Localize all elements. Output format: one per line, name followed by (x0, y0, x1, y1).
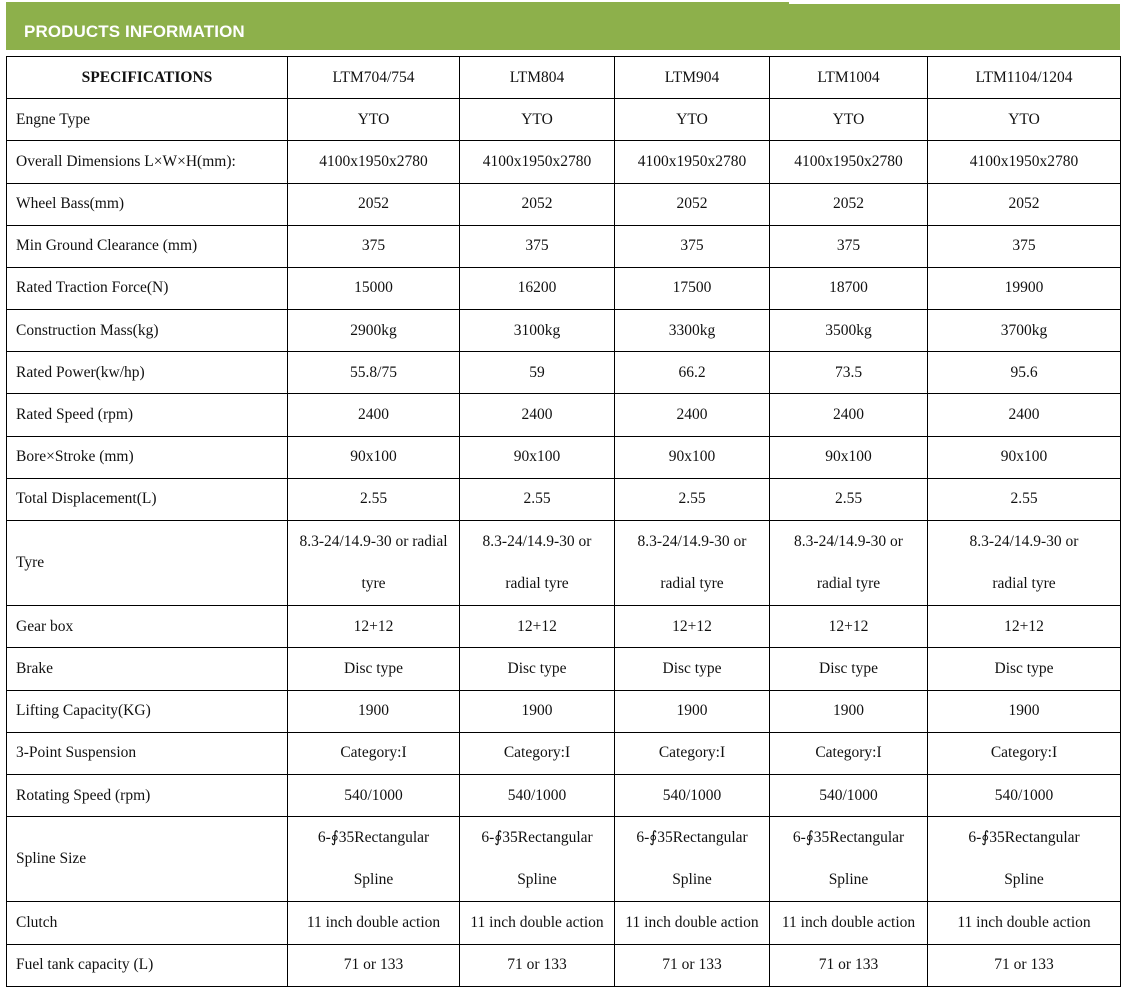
table-row (7, 520, 1121, 605)
cell-line: Spline (1004, 871, 1044, 889)
row-label: Total Displacement(L) (7, 478, 288, 520)
row-label: Gear box (7, 606, 288, 648)
table-cell: 1900 (928, 690, 1121, 732)
cell-line: 8.3-24/14.9-30 or (637, 533, 747, 551)
cell-line: 6-∮35Rectangular (968, 829, 1080, 847)
table-row (7, 99, 1121, 141)
table-row (7, 394, 1121, 436)
table-cell: 18700 (770, 267, 928, 309)
table-cell: 2400 (770, 394, 928, 436)
table-cell: YTO (288, 99, 460, 141)
table-cell: YTO (770, 99, 928, 141)
table-cell: 2400 (928, 394, 1121, 436)
table-row (7, 817, 1121, 902)
table-cell: 3700kg (928, 310, 1121, 352)
table-cell (460, 817, 615, 902)
table-cell: 2900kg (288, 310, 460, 352)
table-row (7, 690, 1121, 732)
table-cell: 2400 (288, 394, 460, 436)
table-cell: 71 or 133 (615, 944, 770, 986)
header-model: LTM1004 (770, 57, 928, 99)
table-cell (770, 817, 928, 902)
table-row (7, 352, 1121, 394)
table-cell: 375 (615, 225, 770, 267)
table-row (7, 183, 1121, 225)
cell-line: radial tyre (816, 575, 881, 593)
table-header-row (7, 57, 1121, 99)
table-cell: 540/1000 (460, 774, 615, 816)
table-cell: 55.8/75 (288, 352, 460, 394)
table-row (7, 225, 1121, 267)
table-cell: 66.2 (615, 352, 770, 394)
table-cell: 90x100 (615, 436, 770, 478)
table-cell: 2400 (460, 394, 615, 436)
cell-line: tyre (361, 575, 386, 593)
cell-line: 6-∮35Rectangular (792, 829, 905, 847)
table-cell: 1900 (770, 690, 928, 732)
table-cell: 1900 (288, 690, 460, 732)
table-cell (928, 520, 1121, 605)
row-label: Spline Size (7, 817, 288, 902)
row-label: Lifting Capacity(KG) (7, 690, 288, 732)
cell-line: Spline (672, 871, 712, 889)
table-cell (460, 520, 615, 605)
table-row (7, 141, 1121, 183)
table-cell: Disc type (770, 648, 928, 690)
table-cell: 71 or 133 (928, 944, 1121, 986)
table-cell: 540/1000 (770, 774, 928, 816)
cell-line: 8.3-24/14.9-30 or (482, 533, 592, 551)
table-cell: 11 inch double action (460, 902, 615, 944)
table-cell: 90x100 (288, 436, 460, 478)
table-cell: 2400 (615, 394, 770, 436)
table-cell: 375 (928, 225, 1121, 267)
row-label: Bore×Stroke (mm) (7, 436, 288, 478)
table-cell: 1900 (460, 690, 615, 732)
table-cell: 375 (288, 225, 460, 267)
table-cell (928, 817, 1121, 902)
cell-line: Spline (353, 871, 394, 889)
table-cell: 2052 (460, 183, 615, 225)
cell-line: Spline (828, 871, 869, 889)
table-cell: 540/1000 (615, 774, 770, 816)
row-label: Clutch (7, 902, 288, 944)
table-cell: 4100x1950x2780 (928, 141, 1121, 183)
cell-line: 6-∮35Rectangular (636, 829, 748, 847)
table-cell: 2.55 (615, 478, 770, 520)
table-cell: 2052 (615, 183, 770, 225)
table-cell: 375 (460, 225, 615, 267)
row-label: Fuel tank capacity (L) (7, 944, 288, 986)
table-cell: 12+12 (928, 606, 1121, 648)
table-cell: Category:I (928, 732, 1121, 774)
cell-line: Spline (517, 871, 557, 889)
table-cell: 73.5 (770, 352, 928, 394)
table-cell: YTO (460, 99, 615, 141)
table-cell: 12+12 (460, 606, 615, 648)
header-model: LTM1104/1204 (928, 57, 1121, 99)
table-body (7, 57, 1121, 987)
table-cell: 2052 (288, 183, 460, 225)
cell-line: radial tyre (660, 575, 724, 593)
table-cell: Category:I (288, 732, 460, 774)
table-cell: 59 (460, 352, 615, 394)
cell-line: 8.3-24/14.9-30 or (969, 533, 1079, 551)
header-model: LTM904 (615, 57, 770, 99)
table-cell: 12+12 (770, 606, 928, 648)
table-cell: 2.55 (770, 478, 928, 520)
cell-line: 6-∮35Rectangular (481, 829, 593, 847)
row-label: 3-Point Suspension (7, 732, 288, 774)
table-cell: 375 (770, 225, 928, 267)
table-cell: 71 or 133 (288, 944, 460, 986)
table-cell: 19900 (928, 267, 1121, 309)
table-cell: 2.55 (928, 478, 1121, 520)
table-row (7, 436, 1121, 478)
table-cell: Category:I (615, 732, 770, 774)
table-cell: 15000 (288, 267, 460, 309)
row-label: Construction Mass(kg) (7, 310, 288, 352)
table-cell: Category:I (460, 732, 615, 774)
table-cell (770, 520, 928, 605)
table-cell: 71 or 133 (460, 944, 615, 986)
table-cell: 95.6 (928, 352, 1121, 394)
table-cell: 540/1000 (288, 774, 460, 816)
table-cell: 4100x1950x2780 (770, 141, 928, 183)
table-row (7, 902, 1121, 944)
row-label: Overall Dimensions L×W×H(mm): (7, 141, 288, 183)
table-row (7, 606, 1121, 648)
row-label: Rotating Speed (rpm) (7, 774, 288, 816)
section-banner (6, 2, 1120, 50)
table-cell: Category:I (770, 732, 928, 774)
table-cell: 12+12 (288, 606, 460, 648)
row-label: Wheel Bass(mm) (7, 183, 288, 225)
banner-highlight (789, 2, 1126, 4)
table-cell: Disc type (928, 648, 1121, 690)
cell-line: 8.3-24/14.9-30 or (794, 533, 903, 551)
cell-line: 8.3-24/14.9-30 or radial (299, 533, 448, 551)
table-cell (288, 817, 460, 902)
table-row (7, 478, 1121, 520)
table-cell (288, 520, 460, 605)
table-cell: 16200 (460, 267, 615, 309)
table-row (7, 732, 1121, 774)
table-cell: YTO (928, 99, 1121, 141)
table-cell: 71 or 133 (770, 944, 928, 986)
table-cell: Disc type (288, 648, 460, 690)
row-label: Min Ground Clearance (mm) (7, 225, 288, 267)
specifications-table (6, 56, 1121, 987)
table-cell (615, 520, 770, 605)
table-cell: 1900 (615, 690, 770, 732)
row-label: Rated Power(kw/hp) (7, 352, 288, 394)
row-label: Tyre (7, 520, 288, 605)
table-cell: 2.55 (460, 478, 615, 520)
table-cell: Disc type (460, 648, 615, 690)
table-cell: 11 inch double action (770, 902, 928, 944)
table-row (7, 774, 1121, 816)
table-cell: 17500 (615, 267, 770, 309)
table-cell: 11 inch double action (288, 902, 460, 944)
table-cell: 3300kg (615, 310, 770, 352)
table-cell: 4100x1950x2780 (288, 141, 460, 183)
table-cell (615, 817, 770, 902)
table-cell: 4100x1950x2780 (460, 141, 615, 183)
row-label: Rated Traction Force(N) (7, 267, 288, 309)
table-cell: Disc type (615, 648, 770, 690)
header-model: LTM804 (460, 57, 615, 99)
table-cell: 4100x1950x2780 (615, 141, 770, 183)
table-row (7, 648, 1121, 690)
table-cell: 12+12 (615, 606, 770, 648)
table-cell: 90x100 (770, 436, 928, 478)
table-row (7, 310, 1121, 352)
table-cell: 540/1000 (928, 774, 1121, 816)
table-cell: 2052 (928, 183, 1121, 225)
table-cell: 11 inch double action (928, 902, 1121, 944)
row-label: Rated Speed (rpm) (7, 394, 288, 436)
row-label: Engne Type (7, 99, 288, 141)
table-cell: 2.55 (288, 478, 460, 520)
section-title: PRODUCTS INFORMATION (24, 22, 245, 41)
header-model: LTM704/754 (288, 57, 460, 99)
table-cell: YTO (615, 99, 770, 141)
cell-line: 6-∮35Rectangular (317, 829, 430, 847)
cell-line: radial tyre (505, 575, 569, 593)
table-cell: 3100kg (460, 310, 615, 352)
table-cell: 3500kg (770, 310, 928, 352)
table-cell: 90x100 (460, 436, 615, 478)
table-row (7, 944, 1121, 986)
cell-line: radial tyre (992, 575, 1056, 593)
table-row (7, 267, 1121, 309)
header-specifications: SPECIFICATIONS (7, 57, 288, 99)
row-label: Brake (7, 648, 288, 690)
table-cell: 90x100 (928, 436, 1121, 478)
table-cell: 11 inch double action (615, 902, 770, 944)
table-cell: 2052 (770, 183, 928, 225)
